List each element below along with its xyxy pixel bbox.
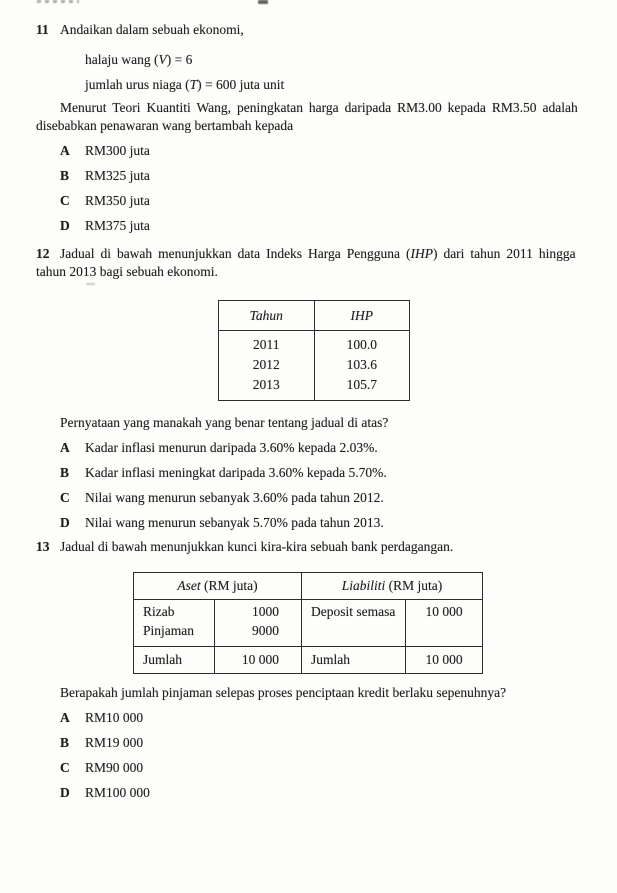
balance-sheet-table [133, 572, 483, 674]
option-text: RM19 000 [85, 735, 144, 750]
question-12 [36, 245, 583, 532]
option-letter: C [60, 760, 70, 775]
aset-header-unit: (RM juta) [200, 578, 258, 593]
given-transactions-line [85, 76, 583, 94]
option-text: Kadar inflasi meningkat daripada 3.60% kepada 5.70%. [85, 465, 387, 480]
option-row-a [36, 142, 583, 160]
question-13-number: 13 [36, 539, 50, 554]
option-row-b [36, 167, 583, 185]
question-12-options [36, 439, 583, 532]
question-11-paragraph-line1: Menurut Teori Kuantiti Wang, peningkatan harga daripada RM3.00 kepada RM3.50 adalah [60, 100, 578, 115]
question-11-options [36, 142, 583, 235]
option-text: RM90 000 [85, 760, 144, 775]
option-text: RM100 000 [85, 785, 150, 800]
given-velocity-pre: halaju wang ( [85, 52, 159, 67]
year-cell: 2012 [252, 357, 280, 372]
question-13-intro-line [36, 538, 583, 556]
aset-values-cell [215, 600, 302, 647]
liabiliti-header-unit: (RM juta) [385, 578, 443, 593]
rizab-label: Rizab [143, 604, 175, 619]
question-12-intro-pre: Jadual di bawah menunjukkan data Indeks Harga Pengguna ( [60, 246, 411, 261]
question-11-paragraph [36, 99, 583, 135]
option-row-d [36, 514, 583, 532]
question-12-prompt: Pernyataan yang manakah yang benar tentang jadual di atas? [60, 415, 389, 430]
option-row-c [36, 192, 583, 210]
option-text: RM10 000 [85, 710, 144, 725]
option-letter: C [60, 490, 70, 505]
question-11 [36, 21, 583, 235]
year-cell: 2013 [252, 377, 280, 392]
aset-header-italic: Aset [177, 578, 201, 593]
question-12-intro-line1 [36, 245, 583, 263]
question-13-intro-text: Jadual di bawah menunjukkan kunci kira-kira sebuah bank perdagangan. [60, 539, 454, 554]
balance-sheet-wrapper [133, 572, 583, 674]
deposit-semasa-label: Deposit semasa [302, 600, 406, 647]
rizab-value: 1000 [252, 604, 279, 619]
given-transactions-post: ) = 600 juta unit [197, 77, 285, 92]
cpi-table-wrapper [218, 300, 583, 401]
option-row-a [36, 439, 583, 457]
liabiliti-header [302, 573, 483, 600]
ihp-cell: 105.7 [314, 375, 410, 401]
ihp-cell: 100.0 [314, 331, 410, 356]
question-12-intro [36, 245, 583, 281]
balance-sheet-body-row [134, 600, 483, 647]
option-letter: A [60, 143, 70, 158]
question-11-intro-line [36, 21, 583, 39]
option-text: RM350 juta [85, 193, 150, 208]
question-11-paragraph-line2: disebabkan penawaran wang bertambah kepada [36, 118, 294, 133]
ihp-abbrev: IHP [410, 246, 433, 261]
option-row-d [36, 217, 583, 235]
option-letter: C [60, 193, 70, 208]
crop-artifact-center [258, 0, 268, 4]
option-letter: A [60, 710, 70, 725]
velocity-symbol: V [158, 52, 167, 67]
option-row-b [36, 464, 583, 482]
question-12-number: 12 [36, 246, 50, 261]
cpi-table-header-row [219, 301, 410, 331]
option-row-c [36, 759, 583, 777]
option-text: Kadar inflasi menurun daripada 3.60% kepada 2.03%. [85, 440, 378, 455]
option-letter: D [60, 785, 70, 800]
option-text: Nilai wang menurun sebanyak 3.60% pada tahun 2012. [85, 490, 384, 505]
deposit-semasa-value: 10 000 [406, 600, 483, 647]
option-letter: D [60, 515, 70, 530]
question-12-intro-line2: tahun 2013 bagi sebuah ekonomi. [36, 264, 218, 279]
option-text: RM325 juta [85, 168, 150, 183]
transactions-symbol: T [189, 77, 198, 92]
question-13-prompt: Berapakah jumlah pinjaman selepas proses penciptaan kredit berlaku sepenuhnya? [60, 685, 507, 700]
question-13-options [36, 709, 583, 802]
cpi-header-tahun: Tahun [219, 301, 315, 331]
ihp-cell: 103.6 [314, 355, 410, 375]
option-letter: A [60, 440, 70, 455]
cpi-header-ihp: IHP [314, 301, 410, 331]
question-12-intro-post: ) dari tahun 2011 hingga [432, 246, 576, 261]
cpi-row-2013 [219, 375, 410, 401]
option-letter: D [60, 218, 70, 233]
pinjaman-label: Pinjaman [143, 623, 194, 638]
balance-sheet-header-row [134, 573, 483, 600]
option-row-a [36, 709, 583, 727]
pinjaman-value: 9000 [252, 623, 279, 638]
question-11-number: 11 [36, 22, 49, 37]
jumlah-aset-label: Jumlah [134, 647, 215, 674]
cpi-row-2011 [219, 331, 410, 356]
option-row-b [36, 734, 583, 752]
cpi-table [218, 300, 410, 401]
option-letter: B [60, 168, 70, 183]
jumlah-liabiliti-label: Jumlah [302, 647, 406, 674]
jumlah-aset-value: 10 000 [215, 647, 302, 674]
aset-header [134, 573, 302, 600]
given-transactions-pre: jumlah urus niaga ( [85, 77, 190, 92]
option-text: Nilai wang menurun sebanyak 5.70% pada tahun 2013. [85, 515, 384, 530]
cpi-row-2012 [219, 355, 410, 375]
option-text: RM375 juta [85, 218, 150, 233]
given-velocity-line [85, 51, 583, 69]
given-velocity-post: ) = 6 [166, 52, 193, 67]
option-row-d [36, 784, 583, 802]
aset-labels-cell [134, 600, 215, 647]
year-cell: 2011 [253, 337, 280, 352]
crop-artifact-left [37, 0, 79, 3]
question-13 [36, 538, 583, 802]
liabiliti-header-italic: Liabiliti [341, 578, 386, 593]
balance-sheet-total-row [134, 647, 483, 674]
option-text: RM300 juta [85, 143, 150, 158]
jumlah-liabiliti-value: 10 000 [406, 647, 483, 674]
option-row-c [36, 489, 583, 507]
option-letter: B [60, 735, 70, 750]
option-letter: B [60, 465, 70, 480]
question-11-intro-text: Andaikan dalam sebuah ekonomi, [60, 22, 244, 37]
